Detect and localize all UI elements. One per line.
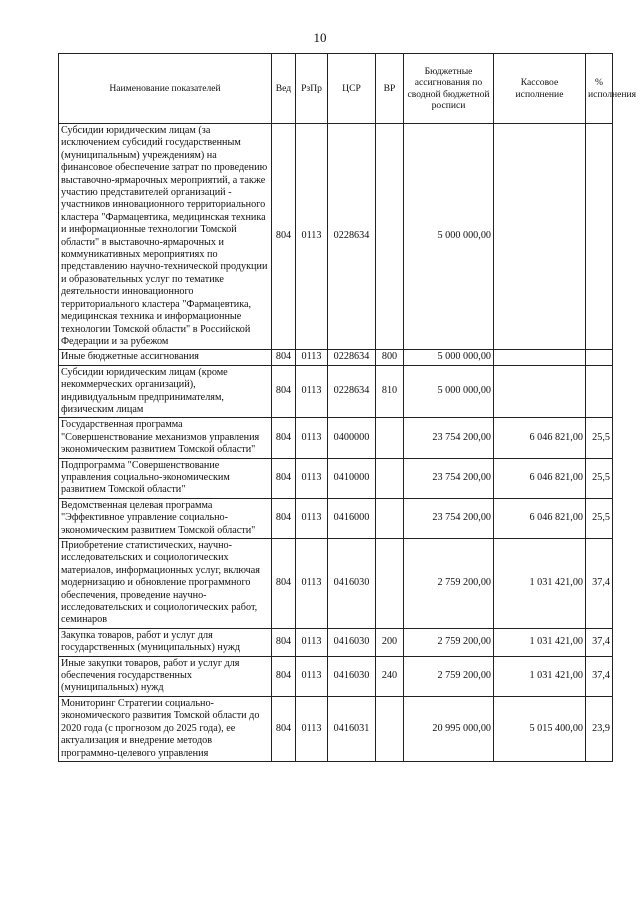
table-row — [59, 656, 613, 696]
cell-vr — [376, 124, 404, 350]
table-row — [59, 498, 613, 538]
cell-rzpr: 0113 — [296, 365, 328, 418]
cell-ved: 804 — [272, 365, 296, 418]
table-row — [59, 696, 613, 761]
cell-csr: 0228634 — [328, 350, 376, 365]
cell-percent: 25,5 — [586, 498, 613, 538]
cell-cash — [494, 365, 586, 418]
cell-budget: 23 754 200,00 — [404, 498, 494, 538]
cell-percent — [586, 124, 613, 350]
cell-vr: 800 — [376, 350, 404, 365]
table-row — [59, 628, 613, 656]
cell-cash — [494, 124, 586, 350]
cell-vr — [376, 418, 404, 458]
header-cash: Кассовое исполнение — [494, 54, 586, 124]
cell-cash: 5 015 400,00 — [494, 696, 586, 761]
page-number: 10 — [313, 30, 327, 45]
cell-rzpr: 0113 — [296, 628, 328, 656]
cell-budget: 23 754 200,00 — [404, 418, 494, 458]
cell-ved: 804 — [272, 628, 296, 656]
cell-csr: 0416030 — [328, 628, 376, 656]
cell-rzpr: 0113 — [296, 124, 328, 350]
table-row — [59, 124, 613, 350]
header-budget: Бюджетные ассигнования по сводной бюджетной росписи — [404, 54, 494, 124]
cell-rzpr: 0113 — [296, 696, 328, 761]
cell-ved: 804 — [272, 350, 296, 365]
cell-name: Приобретение статистических, научно-исследовательских и социологических материалов, информационных услуг, включая модернизацию и обновление программного обеспечения, проведение научно-исследовательских и социологических работ, семинаров — [59, 539, 272, 629]
cell-name: Иные бюджетные ассигнования — [59, 350, 272, 365]
budget-execution-table — [58, 53, 637, 762]
cell-csr: 0400000 — [328, 418, 376, 458]
cell-cash: 6 046 821,00 — [494, 418, 586, 458]
cell-name: Мониторинг Стратегии социально-экономического развития Томской области до 2020 года (с прогнозом до 2025 года), ее актуализация и внедрение методов программно-целевого управления — [59, 696, 272, 761]
cell-percent: 23,9 — [586, 696, 613, 761]
cell-budget: 5 000 000,00 — [404, 124, 494, 350]
header-ved: Вед — [272, 54, 296, 124]
cell-ved: 804 — [272, 458, 296, 498]
table-body — [59, 124, 613, 762]
cell-budget: 2 759 200,00 — [404, 628, 494, 656]
cell-rzpr: 0113 — [296, 350, 328, 365]
cell-percent — [586, 350, 613, 365]
cell-vr — [376, 539, 404, 629]
cell-ved: 804 — [272, 539, 296, 629]
cell-cash: 1 031 421,00 — [494, 539, 586, 629]
cell-name: Субсидии юридическим лицам (за исключением субсидий государственным (муниципальным) учреждениям) на финансовое обеспечение затрат по проведению выставочно-ярмарочных мероприятий, а также участию представителей организаций - участников инновационного территориального кластера "Фармацевтика, медицинская техника и информационные технологии Томской области" в выставочно-ярмарочных и коммуникативных мероприятиях по представлению научно-технической продукции и образовательных услуг по тематике деятельности инновационного территориального кластера "Фармацевтика, медицинская техника и информационные технологии Томской области" в Российской Федерации и за рубежом — [59, 124, 272, 350]
cell-rzpr: 0113 — [296, 656, 328, 696]
cell-cash: 1 031 421,00 — [494, 628, 586, 656]
cell-ved: 804 — [272, 656, 296, 696]
cell-csr: 0228634 — [328, 124, 376, 350]
cell-csr: 0228634 — [328, 365, 376, 418]
cell-name: Иные закупки товаров, работ и услуг для обеспечения государственных (муниципальных) нужд — [59, 656, 272, 696]
header-percent: % исполнения — [586, 54, 613, 124]
table-row — [59, 418, 613, 458]
cell-budget: 20 995 000,00 — [404, 696, 494, 761]
header-row — [59, 54, 613, 124]
cell-cash: 6 046 821,00 — [494, 498, 586, 538]
cell-vr — [376, 696, 404, 761]
cell-vr: 240 — [376, 656, 404, 696]
cell-budget: 2 759 200,00 — [404, 656, 494, 696]
cell-cash — [494, 350, 586, 365]
cell-name: Ведомственная целевая программа "Эффективное управление социально-экономическим развитием Томской области" — [59, 498, 272, 538]
cell-cash: 1 031 421,00 — [494, 656, 586, 696]
cell-percent: 25,5 — [586, 458, 613, 498]
cell-csr: 0416000 — [328, 498, 376, 538]
cell-budget: 5 000 000,00 — [404, 365, 494, 418]
cell-rzpr: 0113 — [296, 498, 328, 538]
cell-csr: 0416030 — [328, 656, 376, 696]
cell-csr: 0416030 — [328, 539, 376, 629]
cell-percent: 37,4 — [586, 628, 613, 656]
header-rzpr: РзПр — [296, 54, 328, 124]
cell-percent: 25,5 — [586, 418, 613, 458]
cell-percent: 37,4 — [586, 539, 613, 629]
header-csr: ЦСР — [328, 54, 376, 124]
table-row — [59, 539, 613, 629]
cell-ved: 804 — [272, 124, 296, 350]
cell-budget: 23 754 200,00 — [404, 458, 494, 498]
header-vr: ВР — [376, 54, 404, 124]
cell-csr: 0410000 — [328, 458, 376, 498]
cell-percent — [586, 365, 613, 418]
header-name: Наименование показателей — [59, 54, 272, 124]
cell-name: Подпрограмма "Совершенствование управления социально-экономическим развитием Томской области" — [59, 458, 272, 498]
cell-vr — [376, 458, 404, 498]
table-row — [59, 350, 613, 365]
cell-name: Государственная программа "Совершенствование механизмов управления экономическим развитием Томской области" — [59, 418, 272, 458]
cell-cash: 6 046 821,00 — [494, 458, 586, 498]
cell-rzpr: 0113 — [296, 539, 328, 629]
cell-ved: 804 — [272, 418, 296, 458]
cell-vr — [376, 498, 404, 538]
cell-csr: 0416031 — [328, 696, 376, 761]
cell-percent: 37,4 — [586, 656, 613, 696]
cell-vr: 810 — [376, 365, 404, 418]
cell-ved: 804 — [272, 498, 296, 538]
cell-budget: 5 000 000,00 — [404, 350, 494, 365]
table-row — [59, 458, 613, 498]
cell-name: Закупка товаров, работ и услуг для государственных (муниципальных) нужд — [59, 628, 272, 656]
table-row — [59, 365, 613, 418]
cell-rzpr: 0113 — [296, 458, 328, 498]
cell-budget: 2 759 200,00 — [404, 539, 494, 629]
cell-rzpr: 0113 — [296, 418, 328, 458]
cell-ved: 804 — [272, 696, 296, 761]
cell-vr: 200 — [376, 628, 404, 656]
cell-name: Субсидии юридическим лицам (кроме некоммерческих организаций), индивидуальным предпринимателям, физическим лицам — [59, 365, 272, 418]
